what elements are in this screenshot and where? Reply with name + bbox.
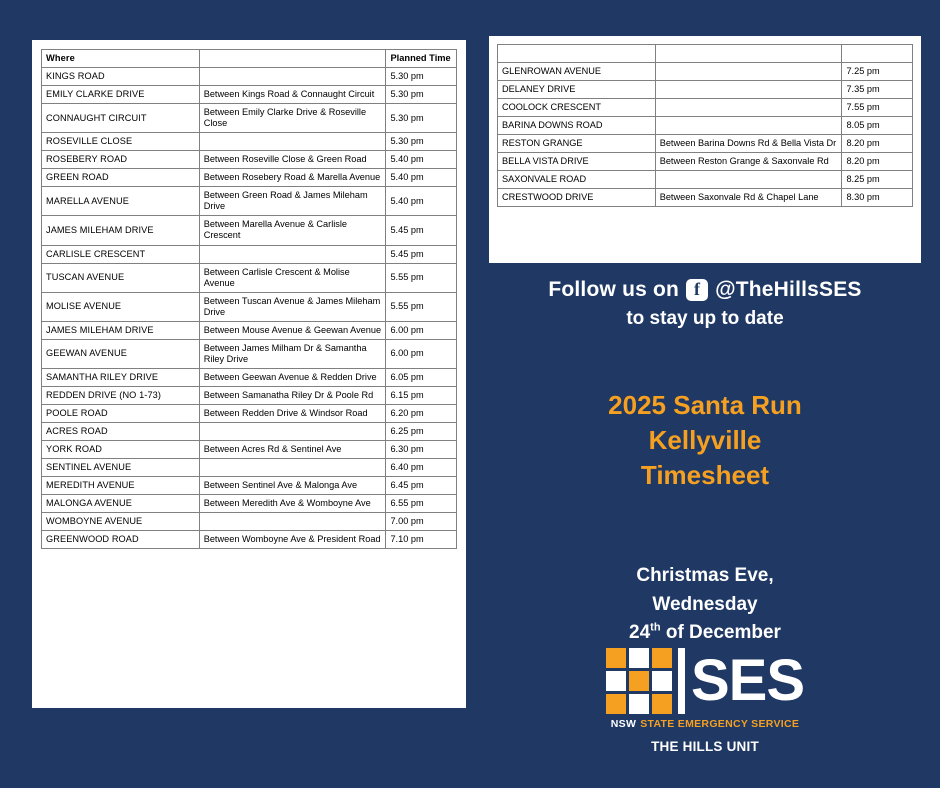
cell-where: SAMANTHA RILEY DRIVE	[42, 368, 200, 386]
page-title	[489, 388, 921, 493]
table-row	[42, 151, 457, 169]
table-row	[498, 99, 913, 117]
cell-planned-time: 6.25 pm	[386, 422, 457, 440]
cell-between: Between Emily Clarke Drive & Roseville Close	[199, 104, 386, 133]
cell-where	[498, 45, 656, 63]
cell-where: MOLISE AVENUE	[42, 292, 200, 321]
table-row	[42, 494, 457, 512]
cell-where: YORK ROAD	[42, 440, 200, 458]
cell-where: CARLISLE CRESCENT	[42, 245, 200, 263]
table-row	[42, 368, 457, 386]
cell-planned-time: 5.55 pm	[386, 263, 457, 292]
table-row	[42, 187, 457, 216]
cell-where: GREEN ROAD	[42, 169, 200, 187]
ses-wordmark: SES	[690, 647, 805, 713]
cell-planned-time: 5.30 pm	[386, 68, 457, 86]
table-row	[42, 531, 457, 549]
table-row	[42, 68, 457, 86]
cell-where: DELANEY DRIVE	[498, 81, 656, 99]
cell-planned-time: 5.40 pm	[386, 187, 457, 216]
left-table-body	[42, 68, 457, 549]
cell-planned-time: 6.05 pm	[386, 368, 457, 386]
cell-between	[655, 99, 842, 117]
cell-planned-time: 8.20 pm	[842, 153, 913, 171]
cell-between	[199, 133, 386, 151]
cell-planned-time: 8.20 pm	[842, 135, 913, 153]
column-header-where: Where	[42, 50, 200, 68]
cell-where: MEREDITH AVENUE	[42, 476, 200, 494]
table-row	[498, 153, 913, 171]
table-row	[42, 440, 457, 458]
cell-planned-time: 8.25 pm	[842, 171, 913, 189]
title-line-1: 2025 Santa Run	[608, 390, 802, 420]
table-row	[42, 458, 457, 476]
date-line-1: Christmas Eve,	[636, 565, 774, 586]
title-line-2: Kellyville	[648, 425, 762, 456]
left-timesheet-table	[41, 49, 457, 549]
left-table-header	[42, 50, 457, 68]
date-day-suffix: th	[650, 621, 661, 634]
cell-planned-time: 7.25 pm	[842, 63, 913, 81]
cell-planned-time: 8.05 pm	[842, 117, 913, 135]
left-timesheet-card	[32, 40, 466, 708]
right-timesheet-card	[489, 36, 921, 263]
cell-where: KINGS ROAD	[42, 68, 200, 86]
title-line-3: Timesheet	[640, 460, 770, 491]
cell-where: CRESTWOOD DRIVE	[498, 189, 656, 207]
cell-planned-time: 5.40 pm	[386, 151, 457, 169]
cell-where: WOMBOYNE AVENUE	[42, 513, 200, 531]
cell-where: COOLOCK CRESCENT	[498, 99, 656, 117]
cell-planned-time: 7.00 pm	[386, 513, 457, 531]
table-row	[42, 513, 457, 531]
cell-planned-time: 5.30 pm	[386, 86, 457, 104]
table-row	[498, 81, 913, 99]
table-row	[42, 422, 457, 440]
table-row	[498, 189, 913, 207]
cell-between: Between Marella Avenue & Carlisle Crescent	[199, 216, 386, 245]
cell-planned-time: 5.30 pm	[386, 104, 457, 133]
cell-planned-time: 7.35 pm	[842, 81, 913, 99]
cell-where: GLENROWAN AVENUE	[498, 63, 656, 81]
cell-between: Between Tuscan Avenue & James Mileham Drive	[199, 292, 386, 321]
table-row	[42, 263, 457, 292]
cell-where: EMILY CLARKE DRIVE	[42, 86, 200, 104]
cell-planned-time: 6.00 pm	[386, 339, 457, 368]
cell-planned-time: 6.20 pm	[386, 404, 457, 422]
cell-planned-time: 7.55 pm	[842, 99, 913, 117]
date-month: of December	[665, 622, 781, 643]
cell-between: Between Kings Road & Connaught Circuit	[199, 86, 386, 104]
column-header-between	[199, 50, 386, 68]
table-row	[42, 86, 457, 104]
right-timesheet-table	[497, 44, 913, 207]
cell-between: Between James Milham Dr & Samantha Riley Drive	[199, 339, 386, 368]
cell-between: Between Saxonvale Rd & Chapel Lane	[655, 189, 842, 207]
cell-where: POOLE ROAD	[42, 404, 200, 422]
follow-us-subline: to stay up to date	[626, 308, 784, 329]
cell-planned-time: 6.45 pm	[386, 476, 457, 494]
table-row	[42, 292, 457, 321]
cell-between: Between Mouse Avenue & Geewan Avenue	[199, 321, 386, 339]
cell-where: RESTON GRANGE	[498, 135, 656, 153]
right-table-body	[498, 45, 913, 207]
cell-between	[655, 171, 842, 189]
unit-label: THE HILLS UNIT	[651, 739, 759, 754]
cell-planned-time	[842, 45, 913, 63]
cell-between: Between Geewan Avenue & Redden Drive	[199, 368, 386, 386]
table-row	[42, 104, 457, 133]
table-row	[498, 45, 913, 63]
cell-between	[199, 513, 386, 531]
cell-between	[199, 422, 386, 440]
cell-planned-time: 5.55 pm	[386, 292, 457, 321]
cell-between	[655, 81, 842, 99]
cell-where: ROSEBERY ROAD	[42, 151, 200, 169]
cell-planned-time: 6.00 pm	[386, 321, 457, 339]
cell-where: BARINA DOWNS ROAD	[498, 117, 656, 135]
cell-planned-time: 5.40 pm	[386, 169, 457, 187]
cell-planned-time: 6.30 pm	[386, 440, 457, 458]
cell-planned-time: 6.55 pm	[386, 494, 457, 512]
cell-between: Between Reston Grange & Saxonvale Rd	[655, 153, 842, 171]
ses-logo-nsw: NSW	[610, 718, 637, 730]
ses-checker-icon	[606, 648, 672, 714]
cell-between	[199, 68, 386, 86]
table-row	[498, 135, 913, 153]
table-row	[498, 117, 913, 135]
cell-where: SENTINEL AVENUE	[42, 458, 200, 476]
table-row	[42, 321, 457, 339]
table-row	[42, 339, 457, 368]
cell-where: REDDEN DRIVE (NO 1-73)	[42, 386, 200, 404]
cell-between: Between Redden Drive & Windsor Road	[199, 404, 386, 422]
cell-planned-time: 6.15 pm	[386, 386, 457, 404]
cell-between: Between Barina Downs Rd & Bella Vista Dr	[655, 135, 842, 153]
cell-planned-time: 5.45 pm	[386, 216, 457, 245]
facebook-icon[interactable]: f	[686, 279, 708, 301]
cell-planned-time: 7.10 pm	[386, 531, 457, 549]
cell-where: GEEWAN AVENUE	[42, 339, 200, 368]
cell-planned-time: 8.30 pm	[842, 189, 913, 207]
column-header-planned-time: Planned Time	[386, 50, 457, 68]
ses-logo	[489, 648, 921, 754]
cell-between	[655, 117, 842, 135]
cell-where: SAXONVALE ROAD	[498, 171, 656, 189]
cell-between: Between Carlisle Crescent & Molise Avenue	[199, 263, 386, 292]
ses-logo-row	[606, 648, 804, 714]
cell-where: MALONGA AVENUE	[42, 494, 200, 512]
table-row	[42, 245, 457, 263]
cell-planned-time: 5.45 pm	[386, 245, 457, 263]
cell-planned-time: 5.30 pm	[386, 133, 457, 151]
table-row	[42, 476, 457, 494]
table-row	[498, 171, 913, 189]
cell-between: Between Meredith Ave & Womboyne Ave	[199, 494, 386, 512]
cell-where: JAMES MILEHAM DRIVE	[42, 321, 200, 339]
table-row	[42, 133, 457, 151]
date-line-3	[489, 619, 921, 648]
cell-between: Between Womboyne Ave & President Road	[199, 531, 386, 549]
facebook-handle: @TheHillsSES	[715, 278, 862, 301]
cell-between: Between Acres Rd & Sentinel Ave	[199, 440, 386, 458]
table-header-row	[42, 50, 457, 68]
cell-where: GREENWOOD ROAD	[42, 531, 200, 549]
cell-between: Between Roseville Close & Green Road	[199, 151, 386, 169]
table-row	[42, 404, 457, 422]
cell-where: BELLA VISTA DRIVE	[498, 153, 656, 171]
date-day-number: 24	[629, 622, 651, 643]
table-row	[498, 63, 913, 81]
cell-between	[199, 245, 386, 263]
ses-logo-divider	[678, 648, 685, 714]
table-row	[42, 386, 457, 404]
cell-between: Between Rosebery Road & Marella Avenue	[199, 169, 386, 187]
cell-planned-time: 6.40 pm	[386, 458, 457, 476]
cell-where: ROSEVILLE CLOSE	[42, 133, 200, 151]
ses-logo-words: STATE EMERGENCY SERVICE	[640, 718, 800, 730]
table-row	[42, 169, 457, 187]
cell-between: Between Green Road & James Mileham Drive	[199, 187, 386, 216]
cell-between: Between Samanatha Riley Dr & Poole Rd	[199, 386, 386, 404]
date-line-2: Wednesday	[652, 593, 758, 615]
cell-where: MARELLA AVENUE	[42, 187, 200, 216]
follow-us-line	[489, 278, 921, 302]
follow-us-prefix: Follow us on	[548, 278, 680, 301]
cell-where: CONNAUGHT CIRCUIT	[42, 104, 200, 133]
cell-between: Between Sentinel Ave & Malonga Ave	[199, 476, 386, 494]
cell-between	[655, 63, 842, 81]
follow-us-block	[489, 278, 921, 330]
cell-where: JAMES MILEHAM DRIVE	[42, 216, 200, 245]
cell-between	[655, 45, 842, 63]
ses-logo-subtitle	[611, 718, 799, 730]
event-date	[489, 562, 921, 648]
cell-where: ACRES ROAD	[42, 422, 200, 440]
table-row	[42, 216, 457, 245]
cell-where: TUSCAN AVENUE	[42, 263, 200, 292]
cell-between	[199, 458, 386, 476]
